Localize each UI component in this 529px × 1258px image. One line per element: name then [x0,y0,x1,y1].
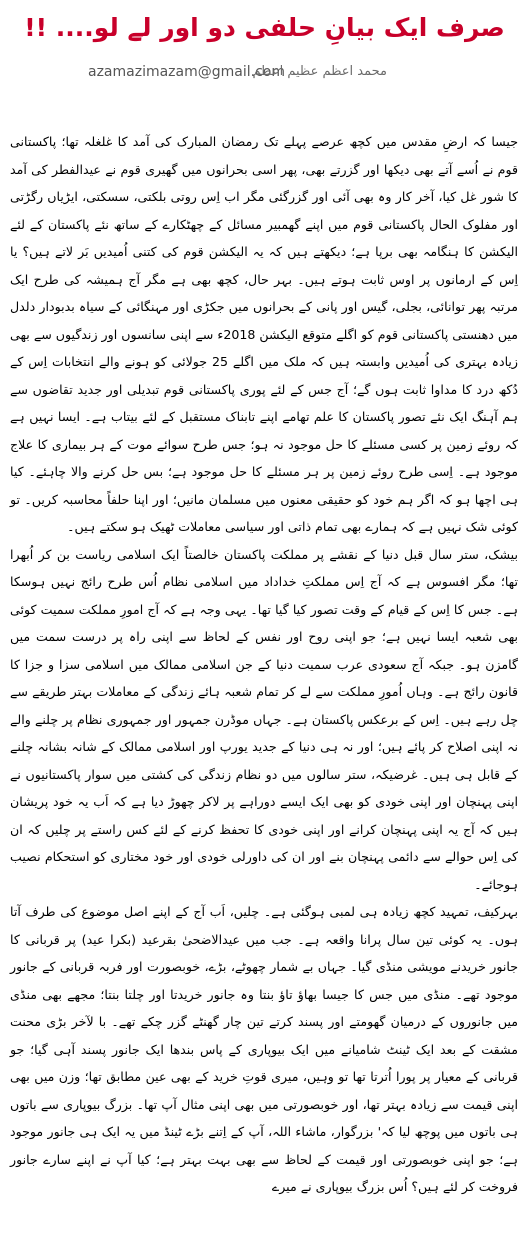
paragraph: جیسا کہ ارضِ مقدس میں کچھ عرصے پہلے تک رمضان المبارک کی آمد کا غلغلہ تھا؛ پاکستانی قوم نے اُسے آتے بھی دیکھا اور گزرتے بھی، پھر اسی بحرانوں میں گھیری قوم نے عیدالفطر کی آمد کا شور غل کیا، آخر کار وہ بھی آئی اور گزرگئی مگر اب اِس روتی بلکتی، سسکتی، ایڑیاں رگڑتی اور مفلوک الحال پاکستانی قوم میں اپنے گھمبیر مسائل کے چھٹکارے کے ساتھ نئے پاکستان کے لئے الیکشن کا ہنگامہ بھی برپا ہے؛ دیکھتے ہیں کہ یہ الیکشن قوم کی کتنی اُمیدیں بَر لاتے ہیں؟ یا اِس کے ارمانوں پر اوس ثابت ہوتے ہیں۔ بہر حال، کچھ بھی ہے مگر آج ہمیشہ کی طرح ایک مرتبہ پھر توانائی، بجلی، گیس اور پانی کے بحرانوں میں جکڑی اور مہنگائی کے سیاہ بدبودار دلدل میں دھنستی پاکستانی قوم کو اگلے متوقع الیکشن 2018ء سے اپنی سانسوں اور زندگیوں سے بھی زیادہ بہتری کی اُمیدیں وابستہ ہیں کہ ملک میں اگلے 25 جولائی کو ہونے والے انتخابات اِس کے دُکھ درد کا مداوا ثابت ہوں گے؛ آج جس کے لئے پوری پاکستانی قوم تبدیلی اور جدید تقاضوں سے ہم آہنگ ایک نئے تصور پاکستان کا علم تھامے اپنے تابناک مستقبل کے لئے بیتاب ہے۔ ایسا نہیں ہے کہ روئے زمین پر کسی مسئلے کا حل موجود نہ ہو؛ جس طرح سوائے موت کے ہر بیماری کا علاج موجود ہے۔ اِسی طرح روئے زمین پر ہر مسئلے کا حل موجود ہے؛ بس حل کرنے والا چاہئے۔ کیا ہی اچھا ہو کہ اگر ہم خود کو حقیقی معنوں میں مسلمان مانیں؛ اور اپنا حلفاً محاسبہ کریں۔ تو کوئی شک نہیں ہے کہ ہمارے بھی تمام ذاتی اور سیاسی معاملات ٹھیک ہو سکتے ہیں۔ [10,134,518,534]
article-body [10,128,518,1201]
author-name: محمد اعظم عظیم اعظم [252,64,387,79]
article-title: صرف ایک بیانِ حلفی دو اور لے لو.... !! [24,13,505,42]
byline [0,62,529,86]
paragraph: بیشک، ستر سال قبل دنیا کے نقشے پر مملکت پاکستان خالصتاً ایک اسلامی ریاست بن کر اُبھرا تھا؛ مگر افسوس ہے کہ آج اِس مملکتِ خداداد میں اسلامی نظام اُس طرح رائج نہیں ہوسکا ہے۔ جس کا اِس کے قیام کے وقت تصور کیا گیا تھا۔ یہی وجہ ہے کہ آج امورِ مملکت سمیت کوئی بھی شعبہ ایسا نہیں ہے؛ جو اپنی روح اور نفس کے لحاظ سے اپنی راہ پر درست سمت میں گامزن ہو۔ جبکہ آج سعودی عرب سمیت دنیا کے جن اسلامی ممالک میں اسلامی سزا و جزا کا قانون رائج ہے۔ وہاں اُمورِ مملکت سے لے کر تمام شعبہ ہائے زندگی کے معاملات بہتر طریقے سے چل رہے ہیں۔ اِس کے برعکس پاکستان ہے۔ جہاں موڈرن جمہور اور جمہوری نظام پر چلنے والے نہ اپنی اصلاح کر پائے ہیں؛ اور نہ ہی دنیا کے جدید یورپ اور اسلامی ممالک کے شانہ بشانہ چلنے کے قابل ہی ہیں۔ غرضیکہ، ستر سالوں میں دو نظام زندگی کی کشتی میں سوار پاکستانیوں نے اپنی پہنچان اور اپنی خودی کو بھی ایک ایسے دوراہے پر لاکر چھوڑ دیا ہے کہ اَب یہ خود پریشان ہیں کہ آج یہ اپنی پہنچان کرانے اور اپنی خودی کا تحفظ کرنے کے لئے کس راستے پر چلیں کہ ان کی اِس حوالے سے دائمی پہنچان بنے اور ان کی داورلی خودی اور خود مختاری کو استحکام نصیب ہوجائے۔ [10,546,518,892]
paragraph: بہرکیف، تمہید کچھ زیادہ ہی لمبی ہوگئی ہے۔ چلیں، اَب آج کے اپنے اصل موضوع کی طرف آتا ہوں۔ یہ کوئی تین سال پرانا واقعہ ہے۔ جب میں عیدالاضحیٰ بقرعید (بکرا عید) پر قربانی کا جانور خریدنے مویشی منڈی گیا۔ جہاں بے شمار چھوٹے، بڑے، خوبصورت اور فربہ قربانی کے جانور موجود تھے۔ منڈی میں جس کا جیسا بھاؤ تاؤ بنتا وہ جانور خریدتا اور چلتا بنتا؛ مجھے بھی منڈی میں جانوروں کے درمیان گھومتے اور پسند کرتے تین چار گھنٹے گزر چکے تھے۔ با لآخر بڑی محنت مشقت کے بعد ایک ٹینٹ شامیانے میں ایک بیوپاری کے پاس بندھا ایک جانور پسند آہی گیا؛ جو قربانی کے معیار پر پورا اُترتا تھا تو وہیں، میری قوتِ خرید کے بھی عین مطابق تھا؛ وزن میں بھی اپنی قیمت سے زیادہ بہتر تھا، اور خوبصورتی میں بھی اپنی مثال آپ تھا۔ بزرگ بیوپاری سے باتوں ہی باتوں میں پوچھ لیا کہ' بزرگوار، ماشاء اللہ، آپ کے اِتنے بڑے ٹینڈ میں یہ ایک ہی جانور موجود ہے؛ جو اپنی خوبصورتی اور قیمت کے لحاظ سے بھی بہت بہتر ہے؛ کیا آپ نے اپنے سارے جانور فروخت کر لئے ہیں؟ اُس بزرگ بیوپاری نے میرے [10,904,518,1194]
author-email[interactable]: azamazimazam@gmail.com [88,64,285,80]
